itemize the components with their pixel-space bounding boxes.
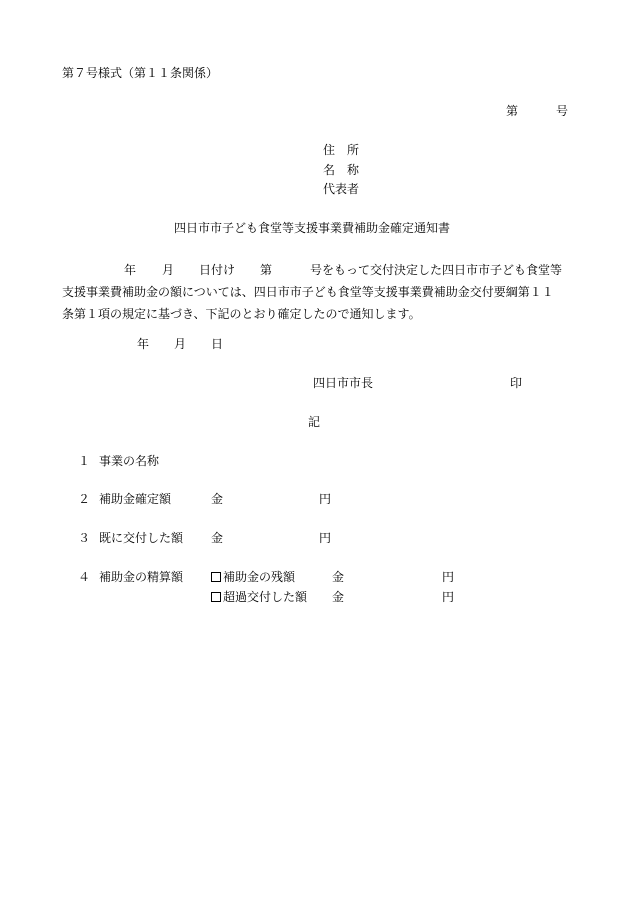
item-label-already-paid: 既に交付した額 (99, 531, 184, 545)
ref-number-go: 号 (556, 104, 569, 118)
ki-heading: 記 (308, 415, 321, 429)
recipient-address-label: 住 所 (323, 143, 360, 157)
body-line-3: 条第１項の規定に基づき、下記のとおり確定したので通知します。 (62, 307, 421, 321)
seal-mark: 印 (510, 376, 523, 390)
yen-label: 円 (319, 492, 332, 506)
body-line-2: 支援事業費補助金の額については、四日市市子ども食堂等支援事業費補助金交付要綱第１１ (62, 285, 554, 299)
form-label: 第７号様式（第１１条関係） (62, 66, 219, 80)
issue-year: 年 (137, 337, 150, 351)
option-remaining-balance[interactable] (211, 571, 295, 583)
body-year: 年 (124, 263, 137, 277)
body-paragraph (62, 259, 582, 325)
item-number: １ (78, 454, 91, 468)
checkbox-over-payment[interactable] (211, 592, 221, 602)
kin-label: 金 (332, 570, 345, 584)
body-line-1 (62, 259, 582, 281)
checkbox-remaining-balance[interactable] (211, 572, 221, 582)
recipient-name-label: 名 称 (323, 163, 360, 177)
item-number: ３ (78, 531, 91, 545)
kin-label: 金 (211, 492, 224, 506)
body-dated: 日付け (199, 263, 236, 277)
option-over-payment[interactable] (211, 591, 307, 603)
option-label: 超過交付した額 (223, 590, 308, 604)
body-month: 月 (162, 263, 175, 277)
issue-month: 月 (174, 337, 187, 351)
item-label-confirmed-amount: 補助金確定額 (99, 492, 172, 506)
issuer-name: 四日市市長 (313, 376, 374, 390)
item-label-settlement-amount: 補助金の精算額 (99, 570, 184, 584)
body-dai: 第 (260, 263, 273, 277)
yen-label: 円 (442, 570, 455, 584)
item-number: ２ (78, 492, 91, 506)
kin-label: 金 (211, 531, 224, 545)
item-number: ４ (78, 570, 91, 584)
body-line-1-text: 号をもって交付決定した四日市市子ども食堂等 (310, 263, 563, 277)
issue-day: 日 (211, 337, 224, 351)
document-title: 四日市市子ども食堂等支援事業費補助金確定通知書 (174, 221, 451, 235)
yen-label: 円 (442, 590, 455, 604)
ref-number-dai: 第 (506, 104, 519, 118)
yen-label: 円 (319, 531, 332, 545)
kin-label: 金 (332, 590, 345, 604)
option-label: 補助金の残額 (223, 570, 296, 584)
item-label-project-name: 事業の名称 (99, 454, 160, 468)
recipient-rep-label: 代表者 (323, 182, 360, 196)
